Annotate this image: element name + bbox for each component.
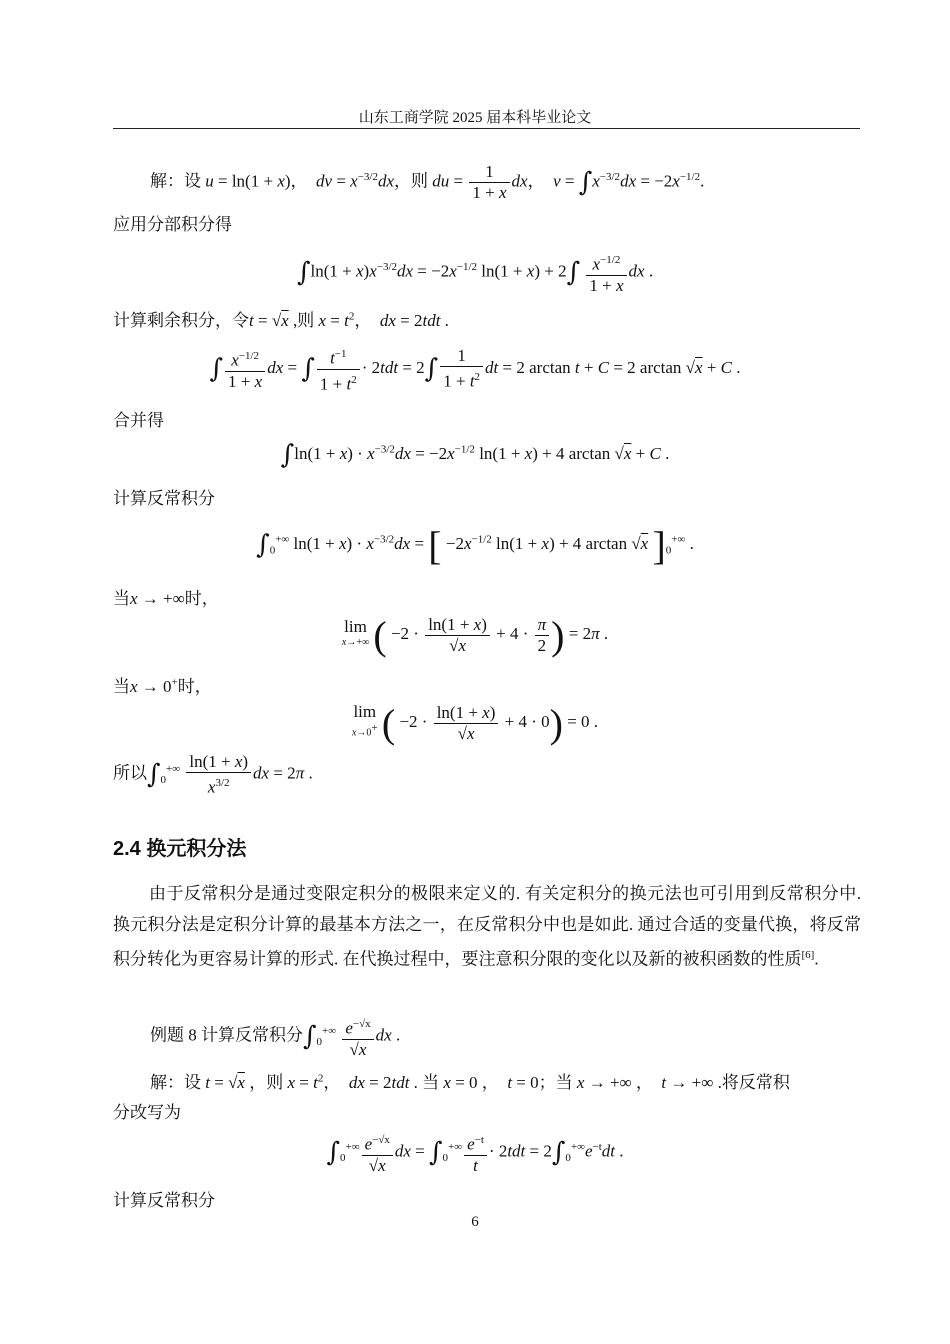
text-line: 分改写为 [113,1103,181,1122]
equation-3: $\int\ln(1 + x) \cdot x^{-3/2}dx = -2x^{-1/2}$ ln(1 + x) + 4 arctan √x + C . [280,440,670,470]
running-header: 山东工商学院 2025 届本科毕业论文 [358,110,592,126]
solution-line: 解：设 t = √x ，则 $x = t^2$， dx = 2tdt . 当 x = 0 ， t = 0；当 x → +∞ ， t → +∞ .将反常积 [150,1072,790,1092]
equation-5: lim x→+∞ ( −2 · $\frac{\ln(1 + x)}{√x}$ + 4 · $\frac{\pi}{2}$ ) = 2π . [341,613,609,658]
header-rule [113,128,860,129]
text-line: 计算反常积分 [113,489,215,508]
conclusion-line: 所以$\int_0^{+\infty}$ $\frac{\ln(1 + x)}{x^{3/2}}$ dx = 2π . [113,752,313,797]
text-line: 计算反常积分 [113,1191,215,1210]
text-line: 当x → +∞时， [113,589,219,608]
section-heading: 2.4 换元积分法 [113,838,247,860]
equation-6: lim x→0+ ( −2 · $\frac{\ln(1 + x)}{√x}$ + 4 · 0) = 0 . [351,701,599,746]
citation[interactable]: [6] [801,949,815,961]
equation-2: ∫ $\frac{x^{-1/2}}{1 + x}$ dx = ∫ $\frac{t^{-1}}{1 + t^2}$ · 2tdt = 2∫ $\frac{1}{1 + t^2}$ dt = 2 arctan t + C = 2 arctan √x + C . [0,344,950,394]
text-line: 应用分部积分得 [113,215,232,234]
page-number: 6 [471,1214,479,1230]
text-line: 合并得 [113,411,164,430]
equation-4: $\int_0^{+\infty}$ $\ln(1 + x) \cdot x^{-3/2}dx$ = [ $-2x^{-1/2}$ ln(1 + x) + 4 arctan √x ]$_0^{+\infty}$ . [256,523,694,568]
text-line: 计算剩余积分，令t = √x ,则 $x = t^2$， dx = 2tdt . [113,310,449,330]
equation-1: $\int\ln(1 + x)x^{-3/2}dx = -2x^{-1/2}$ ln(1 + x) + 2∫ $\frac{x^{-1/2}}{1 + x}$ dx . [0,250,950,296]
text-line: 当x → 0+时， [113,676,212,696]
section-paragraph: 由于反常积分是通过变限定积分的极限来定义的. 有关定积分的换元法也可引用到反常积分中. 换元积分法是定积分计算的最基本方法之一，在反常积分中也是如此. 通过合适的变量代换，将反常积分转化为更容易计算的形式. 在代换过程中，要注意积分限的变化以及新的被积函数的性质[6]. [113,884,861,969]
example-8: 例题 8 计算反常积分$\int_0^{+\infty}$ $\frac{e^{-√x}}{√x}$ dx . [150,1014,400,1060]
equation-7: $\int_0^{+\infty}$ $\frac{e^{-√x}}{√x}$ dx = $\int_0^{+\infty}$ $\frac{e^{-t}}{t}$ · $2tdt = 2\int_0^{+\infty}e^{-t}dt$ . [0,1130,950,1176]
solution-line-1: 解：设 u = ln(1 + x)， dv = $x^{-3/2}dx$，则 du = $\frac{1}{1 + x}$ dx， $v = \int x^{-3/2}dx = -2x^{-1/2}$. [150,162,705,202]
